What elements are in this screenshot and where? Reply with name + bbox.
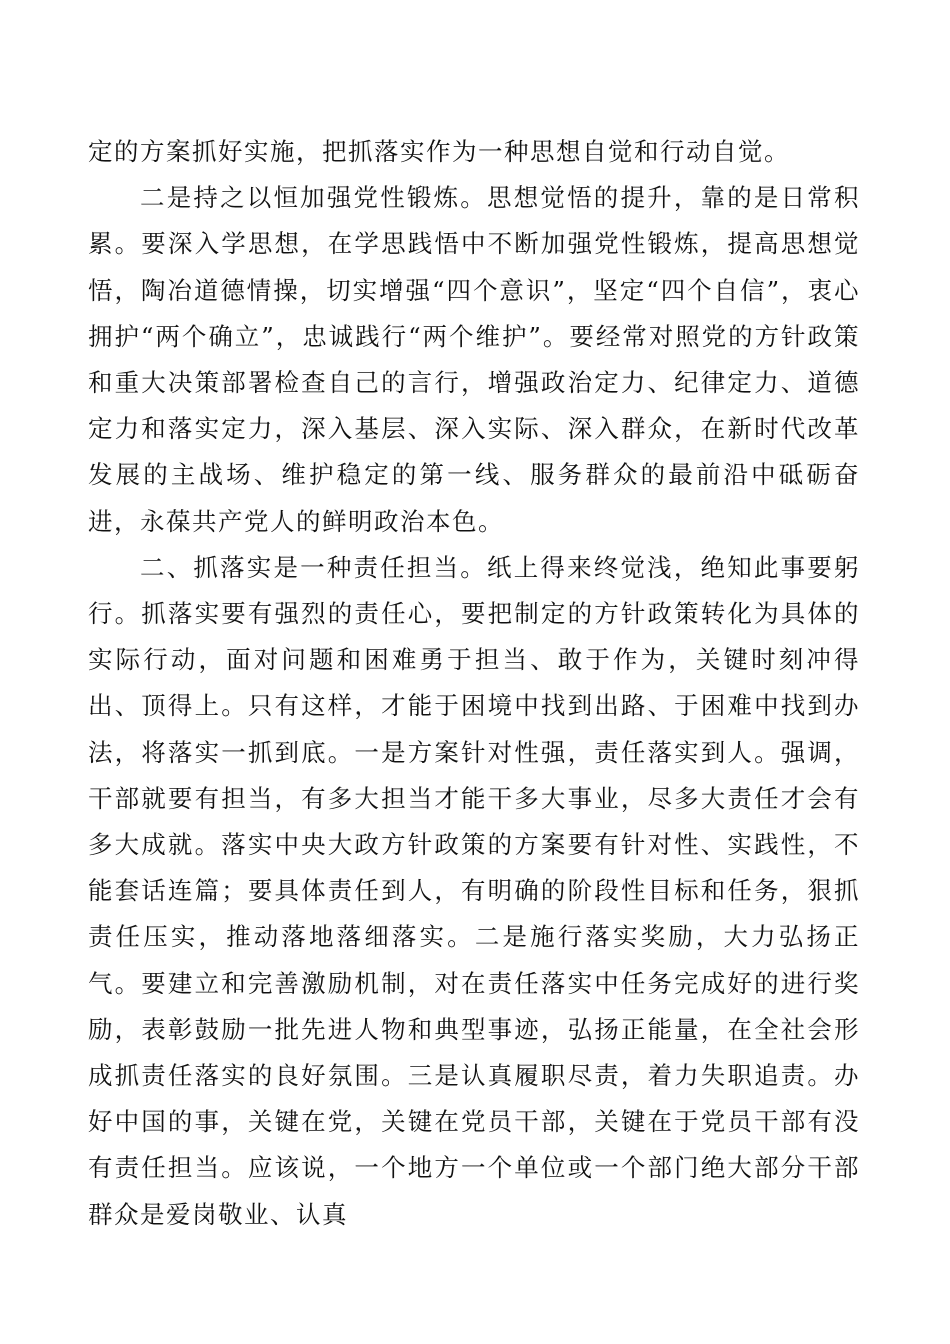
paragraph-party-spirit: 二是持之以恒加强党性锻炼。思想觉悟的提升，靠的是日常积累。要深入学思想，在学思践悟中不断加强党性锻炼，提高思想觉悟，陶冶道德情操，切实增强“四个意识”，坚定“四个自信”，衷心拥护“两个确立”，忠诚践行“两个维护”。要经常对照党的方针政策和重大决策部署检查自己的言行，增强政治定力、纪律定力、道德定力和落实定力，深入基层、深入实际、深入群众，在新时代改革发展的主战场、维护稳定的第一线、服务群众的最前沿中砥砺奋进，永葆共产党人的鲜明政治本色。	[88, 183, 860, 536]
paragraph-continuation: 定的方案抓好实施，把抓落实作为一种思想自觉和行动自觉。	[88, 137, 790, 166]
document-body	[88, 129, 860, 1238]
paragraph-responsibility: 二、抓落实是一种责任担当。纸上得来终觉浅，绝知此事要躬行。抓落实要有强烈的责任心，要把制定的方针政策转化为具体的实际行动，面对问题和困难勇于担当、敢于作为，关键时刻冲得出、顶得上。只有这样，才能于困境中找到出路、于困难中找到办法，将落实一抓到底。一是方案针对性强，责任落实到人。强调，干部就要有担当，有多大担当才能干多大事业，尽多大责任才会有多大成就。落实中央大政方针政策的方案要有针对性、实践性，不能套话连篇；要具体责任到人，有明确的阶段性目标和任务，狠抓责任压实，推动落地落细落实。二是施行落实奖励，大力弘扬正气。要建立和完善激励机制，对在责任落实中任务完成好的进行奖励，表彰鼓励一批先进人物和典型事迹，弘扬正能量，在全社会形成抓责任落实的良好氛围。三是认真履职尽责，着力失职追责。办好中国的事，关键在党，关键在党员干部，关键在于党员干部有没有责任担当。应该说，一个地方一个单位或一个部门绝大部分干部群众是爱岗敬业、认真	[88, 552, 860, 1229]
